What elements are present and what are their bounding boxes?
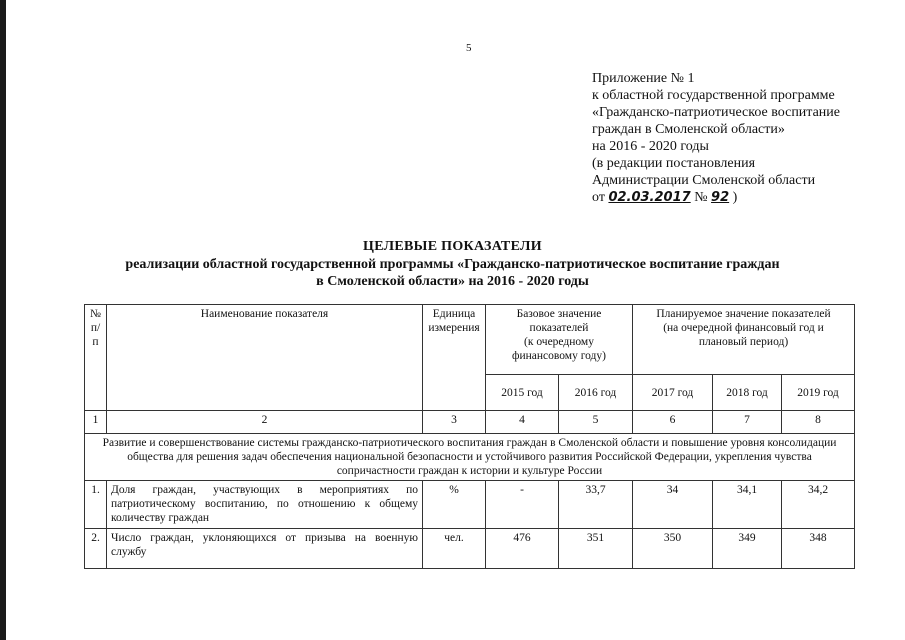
header-unit: Единица измерения (423, 305, 486, 411)
table-row (85, 481, 855, 529)
value-2018: 34,1 (713, 481, 782, 529)
column-number: 4 (486, 411, 559, 434)
number-prefix: № (694, 190, 708, 205)
section-heading: Развитие и совершенствование системы гражданско-патриотического воспитания граждан в Смоленской области и повышение уровня консолидации общества для решения задач обеспечения национальной безопасности и устойчивого развития Российской Федерации, укрепления чувства сопричастности граждан к истории и культуре России (85, 434, 855, 481)
header-year: 2015 год (486, 375, 559, 411)
value-2019: 34,2 (782, 481, 855, 529)
appendix-line: (в редакции постановления (592, 156, 756, 171)
indicator-name: Доля граждан, участвующих в мероприятиях по патриотическому воспитанию, по отношению к общему количеству граждан (107, 481, 423, 529)
header-year: 2016 год (559, 375, 633, 411)
handwritten-number: 92 (711, 190, 730, 205)
row-number: 1. (85, 481, 107, 529)
indicators-table (84, 304, 855, 569)
appendix-line: граждан в Смоленской области» (592, 122, 785, 137)
column-number: 5 (559, 411, 633, 434)
header-base: Базовое значение показателей (к очередному финансовому году) (486, 305, 633, 375)
value-2016: 33,7 (559, 481, 633, 529)
handwritten-date: 02.03.2017 (608, 190, 691, 205)
appendix-line: на 2016 - 2020 годы (592, 139, 709, 154)
appendix-line: Приложение № 1 (592, 71, 695, 86)
value-2015: - (486, 481, 559, 529)
date-prefix: от (592, 190, 605, 205)
column-number: 1 (85, 411, 107, 434)
value-2019: 348 (782, 529, 855, 569)
appendix-line: Администрации Смоленской области (592, 173, 816, 188)
header-year: 2018 год (713, 375, 782, 411)
header-plan: Планируемое значение показателей (на очередной финансовый год и плановый период) (633, 305, 855, 375)
document-subtitle-1: реализации областной государственной программы «Гражданско-патриотическое воспитание граждан (125, 257, 780, 272)
row-number: 2. (85, 529, 107, 569)
scan-edge-bar (0, 0, 6, 640)
value-2017: 350 (633, 529, 713, 569)
appendix-block (592, 70, 840, 206)
document-subtitle-2: в Смоленской области» на 2016 - 2020 годы (316, 274, 589, 289)
unit-cell: чел. (423, 529, 486, 569)
document-title: ЦЕЛЕВЫЕ ПОКАЗАТЕЛИ (363, 239, 542, 254)
column-number: 2 (107, 411, 423, 434)
column-number: 7 (713, 411, 782, 434)
appendix-line: «Гражданско-патриотическое воспитание (592, 105, 841, 120)
header-year: 2019 год (782, 375, 855, 411)
appendix-date-line (592, 189, 840, 206)
value-2018: 349 (713, 529, 782, 569)
column-number: 3 (423, 411, 486, 434)
header-year: 2017 год (633, 375, 713, 411)
closing-paren: ) (732, 190, 738, 205)
unit-cell: % (423, 481, 486, 529)
page-number: 5 (466, 42, 472, 54)
table-row (85, 529, 855, 569)
column-number: 8 (782, 411, 855, 434)
header-num: № п/п (85, 305, 107, 411)
value-2016: 351 (559, 529, 633, 569)
indicator-name: Число граждан, уклоняющихся от призыва на военную службу (107, 529, 423, 569)
appendix-line: к областной государственной программе (592, 88, 835, 103)
value-2015: 476 (486, 529, 559, 569)
column-number: 6 (633, 411, 713, 434)
value-2017: 34 (633, 481, 713, 529)
header-name: Наименование показателя (107, 305, 423, 411)
